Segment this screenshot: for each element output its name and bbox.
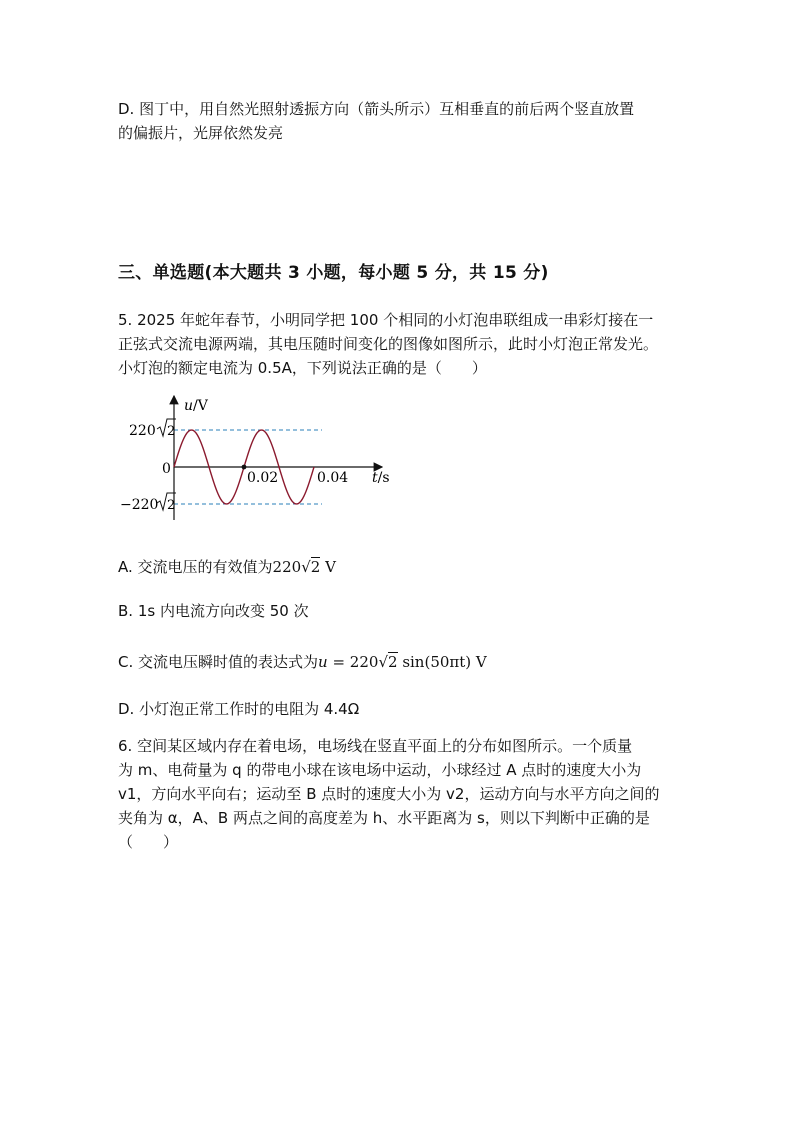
y-pos-sqrt bbox=[157, 419, 176, 439]
q5-stem-line2: 正弦式交流电源两端，其电压随时间变化的图像如图所示，此时小灯泡正常发光。 bbox=[118, 335, 659, 353]
q5-option-a bbox=[118, 555, 336, 579]
tick-label-0.02: 0.02 bbox=[247, 470, 279, 486]
q6-stem-line3: v1，方向水平向右；运动至 B 点时的速度大小为 v2，运动方向与水平方向之间的 bbox=[118, 785, 660, 803]
q6-stem bbox=[118, 734, 688, 854]
sqrt-symbol-icon: √ bbox=[301, 558, 311, 576]
origin-label: 0 bbox=[162, 461, 171, 477]
q6-stem-line4: 夹角为 α，A、B 两点之间的高度差为 h、水平距离为 s，则以下判断中正确的是 bbox=[118, 809, 650, 827]
q4-option-d bbox=[118, 97, 678, 145]
q5-option-c-text: C. 交流电压瞬时值的表达式为 bbox=[118, 653, 319, 671]
tick-label-0.04: 0.04 bbox=[317, 470, 349, 486]
tick-point-0.02 bbox=[242, 465, 247, 470]
svg-text:2: 2 bbox=[167, 498, 176, 513]
q5-option-b: B. 1s 内电流方向改变 50 次 bbox=[118, 602, 309, 620]
q5-stem-line1: 5. 2025 年蛇年春节，小明同学把 100 个相同的小灯泡串联组成一串彩灯接在一 bbox=[118, 311, 654, 329]
q5-option-d: D. 小灯泡正常工作时的电阻为 4.4Ω bbox=[118, 700, 360, 718]
q6-stem-line2: 为 m、电荷量为 q 的带电小球在该电场中运动，小球经过 A 点时的速度大小为 bbox=[118, 761, 642, 779]
section-heading: 三、单选题(本大题共 3 小题，每小题 5 分，共 15 分) bbox=[118, 263, 549, 283]
q6-stem-line5: （ ） bbox=[118, 833, 179, 851]
q5-option-c bbox=[118, 650, 487, 674]
sqrt-symbol-icon: √ bbox=[378, 653, 388, 671]
q6-stem-line1: 6. 空间某区域内存在着电场，电场线在竖直平面上的分布如图所示。一个质量 bbox=[118, 737, 633, 755]
y-neg-sqrt bbox=[157, 493, 176, 513]
y-axis-label: u/V bbox=[184, 398, 208, 414]
q5-stem-line3: 小灯泡的额定电流为 0.5A，下列说法正确的是（ ） bbox=[118, 359, 487, 377]
x-axis-label: t/s bbox=[372, 470, 390, 486]
q5-option-c-math: u = 220√2 sin(50πt) V bbox=[318, 653, 487, 671]
q5-voltage-graph bbox=[110, 392, 400, 527]
q5-option-a-text: A. 交流电压的有效值为 bbox=[118, 558, 273, 576]
q4-option-d-line1: D. 图丁中，用自然光照射透振方向（箭头所示）互相垂直的前后两个竖直放置 bbox=[118, 100, 635, 118]
q5-option-a-math: 220√2 V bbox=[272, 558, 336, 576]
y-neg-label: −220 bbox=[120, 497, 159, 513]
q5-stem bbox=[118, 308, 688, 380]
q4-option-d-line2: 的偏振片，光屏依然发亮 bbox=[118, 124, 284, 142]
y-pos-label: 220 bbox=[129, 423, 156, 439]
svg-text:2: 2 bbox=[167, 424, 176, 439]
